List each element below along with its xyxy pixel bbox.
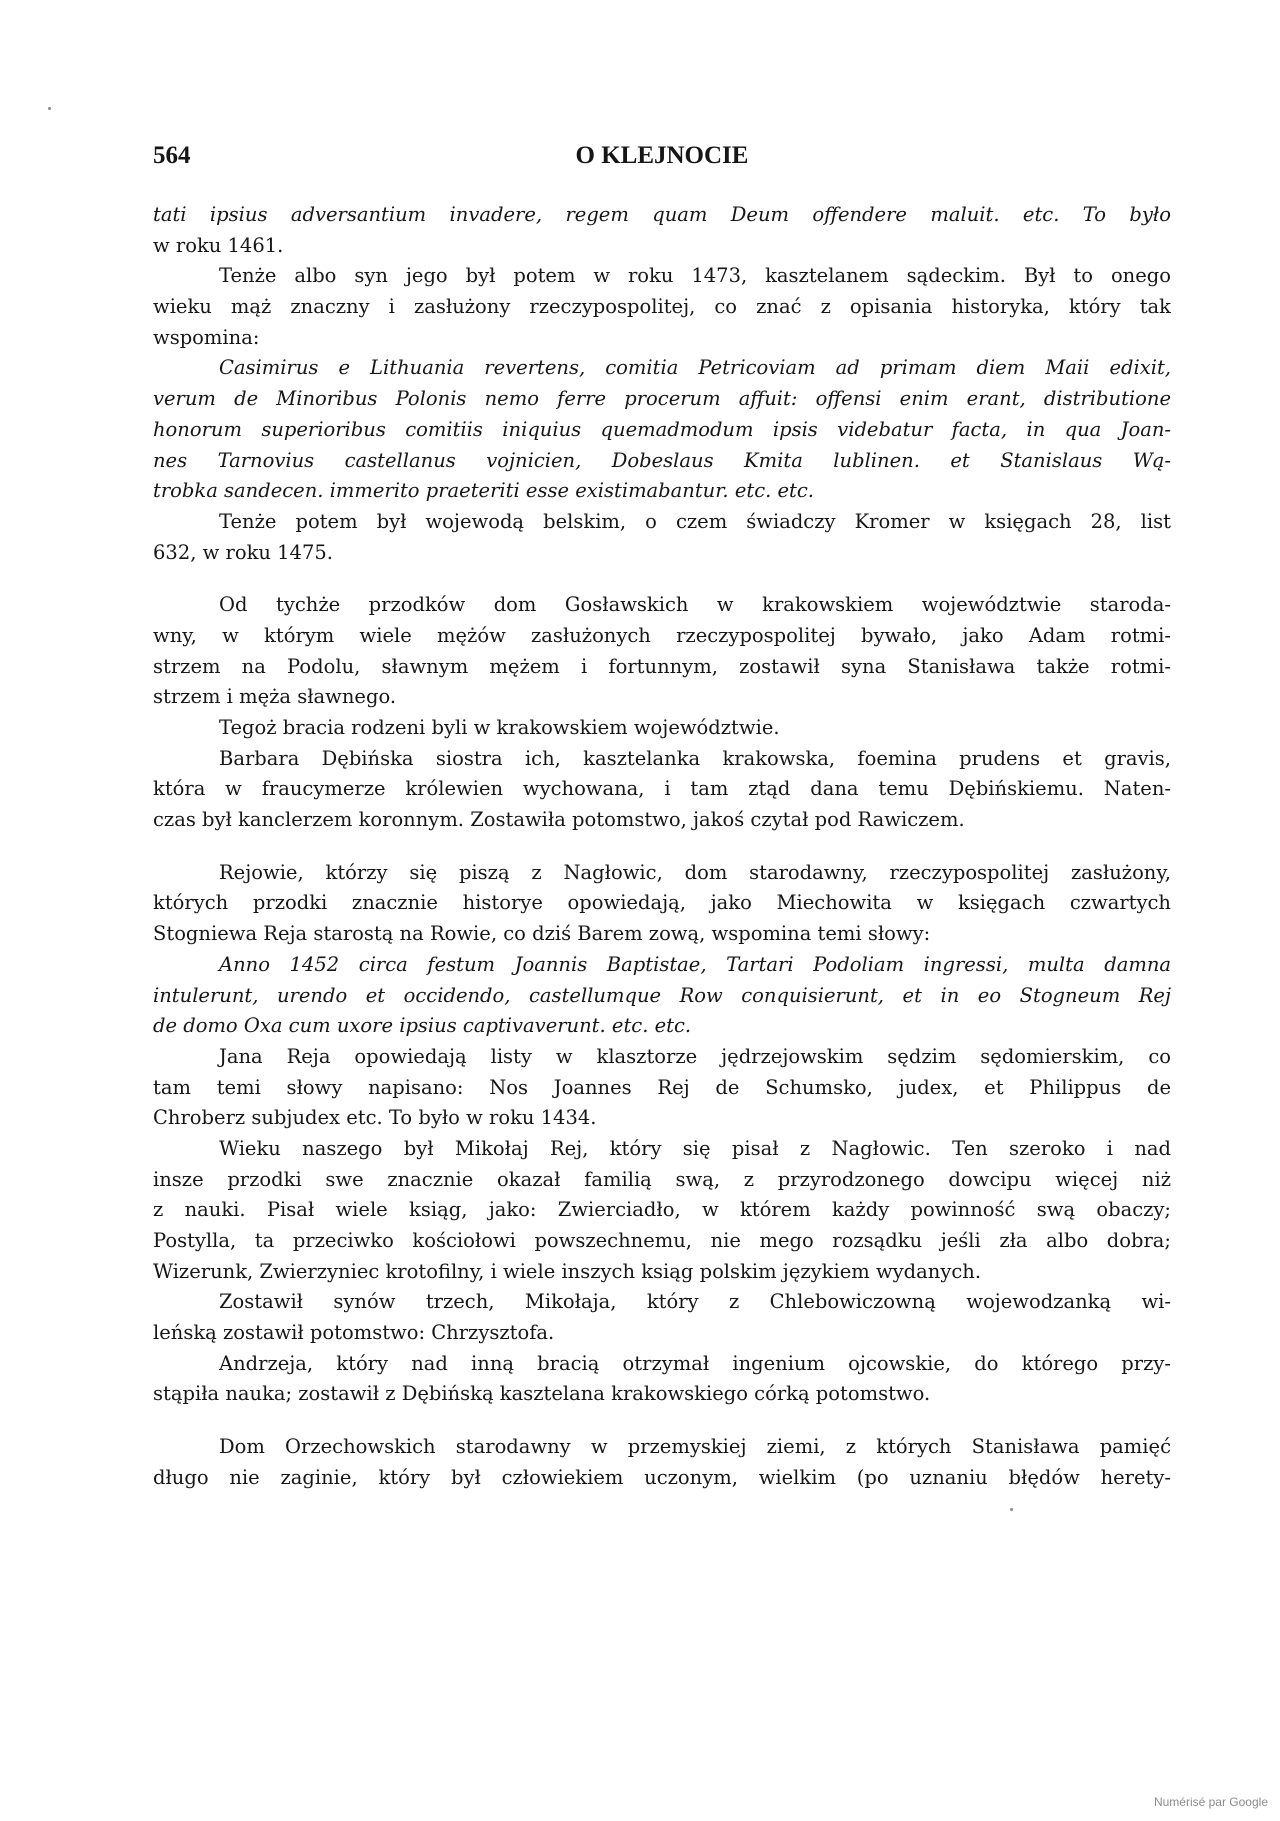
- scan-speck: [48, 107, 51, 110]
- text-line: 632, w roku 1475.: [153, 540, 333, 564]
- text-line: verum de Minoribus Polonis nemo ferre procerum affuit: offensi enim erant, distributione: [153, 387, 1171, 411]
- text-line: wieku mąż znaczny i zasłużony rzeczypospolitej, co znać z opisania historyka, który tak: [153, 295, 1171, 319]
- text-line: Casimirus e Lithuania revertens, comitia Petricoviam ad primam diem Maii edixit,: [219, 356, 1171, 380]
- text-line: w roku 1461.: [153, 233, 284, 257]
- text-line: Tenże albo syn jego był potem w roku 1473, kasztelanem sądeckim. Był to onego: [219, 264, 1171, 288]
- text-line: Wizerunk, Zwierzyniec krotofilny, i wiele inszych ksiąg polskim językiem wydanych.: [153, 1259, 982, 1283]
- text-line: Od tychże przodków dom Gosławskich w krakowskiem województwie staroda-: [219, 593, 1171, 617]
- text-line: Zostawił synów trzech, Mikołaja, który z Chlebowiczowną wojewodzanką wi-: [219, 1290, 1171, 1314]
- page-number: 564: [153, 142, 191, 169]
- text-line: Andrzeja, który nad inną bracią otrzymał ingenium ojcowskie, do którego przy-: [219, 1351, 1171, 1375]
- text-line: Rejowie, którzy się piszą z Nagłowic, dom starodawny, rzeczypospolitej zasłużony,: [219, 860, 1171, 884]
- text-line: Tegoż bracia rodzeni byli w krakowskiem województwie.: [219, 716, 780, 739]
- text-line: Wieku naszego był Mikołaj Rej, który się pisał z Nagłowic. Ten szeroko i nad: [219, 1136, 1171, 1160]
- text-line: stąpiła nauka; zostawił z Dębińską kasztelana krakowskiego córką potomstwo.: [153, 1382, 931, 1406]
- text-line: Dom Orzechowskich starodawny w przemyskiej ziemi, z których Stanisława pamięć: [219, 1435, 1171, 1459]
- text-block: [153, 858, 1171, 1410]
- text-block: [153, 200, 1171, 568]
- text-line: z nauki. Pisał wiele ksiąg, jako: Zwierciadło, w którem każdy powinność swą obaczy;: [153, 1198, 1171, 1222]
- text-block: [153, 1432, 1171, 1493]
- text-line: tam temi słowy napisano: Nos Joannes Rej de Schumsko, judex, et Philippus de: [153, 1075, 1171, 1099]
- text-line: wspomina:: [153, 325, 260, 349]
- text-line: strzem i męża sławnego.: [153, 685, 397, 709]
- section-gap: [153, 1410, 1171, 1432]
- paragraph: [153, 200, 1171, 261]
- paragraph: [153, 261, 1171, 353]
- section-gap: [153, 568, 1171, 590]
- latin-quotation: [153, 950, 1171, 1042]
- paragraph: [153, 590, 1171, 713]
- text-line: których przodki znacznie historye opowiedają, jako Miechowita w księgach czwartych: [153, 891, 1171, 915]
- running-title: O KLEJNOCIE: [575, 142, 749, 169]
- text-line: leńską zostawił potomstwo: Chrzysztofa.: [153, 1321, 555, 1345]
- text-block: [153, 590, 1171, 836]
- paragraph: [153, 1432, 1171, 1493]
- text-line: Tenże potem był wojewodą belskim, o czem świadczy Kromer w księgach 28, list: [219, 509, 1171, 533]
- paragraph: [153, 507, 1171, 568]
- text-line: tati ipsius adversantium invadere, regem quam Deum offendere maluit. etc. To było: [153, 203, 1171, 226]
- text-line: insze przodki swe znacznie okazał familią swą, z przyrodzonego dowcipu więcej niż: [153, 1167, 1171, 1191]
- digitization-watermark: Numérisé par Google: [1153, 1795, 1268, 1809]
- paragraph: [153, 858, 1171, 950]
- text-line: trobka sandecen. immerito praeteriti esse existimabantur. etc. etc.: [153, 479, 815, 503]
- text-line: wny, w którym wiele mężów zasłużonych rzeczypospolitej bywało, jako Adam rotmi-: [153, 623, 1171, 647]
- text-line: Jana Reja opowiedają listy w klasztorze jędrzejowskim sędzim sędomierskim, co: [219, 1044, 1171, 1068]
- text-line: która w fraucymerze królewien wychowana, i tam ztąd dana temu Dębińskiemu. Naten-: [153, 777, 1171, 801]
- text-line: długo nie zaginie, który był człowiekiem uczonym, wielkim (po uznaniu błędów herety-: [153, 1465, 1171, 1489]
- text-line: strzem na Podolu, sławnym mężem i fortunnym, zostawił syna Stanisława także rotmi-: [153, 654, 1171, 678]
- latin-quotation: [153, 353, 1171, 506]
- page-header: [153, 142, 1171, 178]
- paragraph: [153, 1134, 1171, 1287]
- text-line: de domo Oxa cum uxore ipsius captivaverunt. etc. etc.: [153, 1014, 692, 1038]
- text-line: honorum superioribus comitiis iniquius quemadmodum ipsis videbatur facta, in qua Joan-: [153, 417, 1171, 441]
- text-line: Postylla, ta przeciwko kościołowi powszechnemu, nie mego rozsądku jeśli zła albo dobra;: [153, 1229, 1171, 1252]
- text-line: Stogniewa Reja starostą na Rowie, co dziś Barem zową, wspomina temi słowy:: [153, 922, 931, 946]
- body-text: [153, 200, 1171, 1494]
- text-line: intulerunt, urendo et occidendo, castellumque Row conquisierunt, et in eo Stogneum Rej: [153, 983, 1171, 1007]
- paragraph: [153, 713, 1171, 744]
- text-line: Anno 1452 circa festum Joannis Baptistae, Tartari Podoliam ingressi, multa damna: [219, 952, 1171, 976]
- text-line: Chroberz subjudex etc. To było w roku 1434.: [153, 1106, 597, 1130]
- paragraph: [153, 744, 1171, 836]
- paragraph: [153, 1349, 1171, 1410]
- text-line: czas był kanclerzem koronnym. Zostawiła potomstwo, jakoś czytał pod Rawiczem.: [153, 808, 965, 832]
- section-gap: [153, 836, 1171, 858]
- paragraph: [153, 1042, 1171, 1134]
- text-line: nes Tarnovius castellanus vojnicien, Dobeslaus Kmita lublinen. et Stanislaus Wą-: [153, 448, 1171, 472]
- paragraph: [153, 1287, 1171, 1348]
- text-line: Barbara Dębińska siostra ich, kasztelanka krakowska, foemina prudens et gravis,: [219, 746, 1171, 770]
- scan-speck: [1010, 1508, 1013, 1511]
